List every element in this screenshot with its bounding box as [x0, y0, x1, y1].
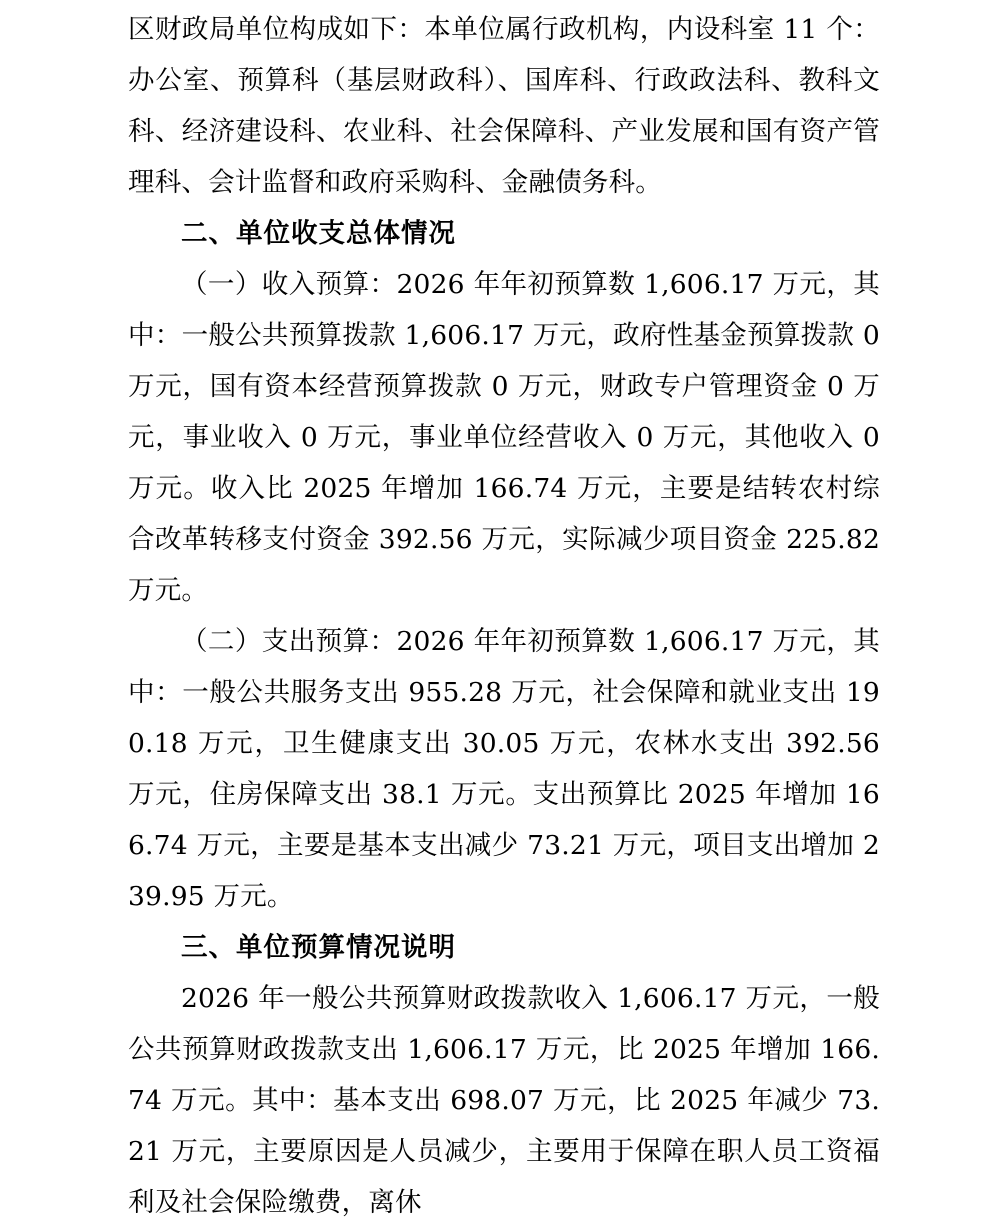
heading-section-three: 三、单位预算情况说明	[181, 932, 456, 963]
paragraph-budget-explanation: 2026 年一般公共预算财政拨款收入 1,606.17 万元，一般公共预算财政拨款支出 1,606.17 万元，比 2025 年增加 166.74 万元。其中：基本支出 698.07 万元，比 2025 年减少 73.21 万元，主要原因是人员减少，主要用于保障在职人员工资福利及社会保险缴费，离休	[128, 983, 880, 1218]
paragraph-expenditure-budget: （二）支出预算：2026 年年初预算数 1,606.17 万元，其中：一般公共服务支出 955.28 万元，社会保障和就业支出 190.18 万元，卫生健康支出 30.05 万元，农林水支出 392.56 万元，住房保障支出 38.1 万元。支出预算比 2025 年增加 166.74 万元，主要是基本支出减少 73.21 万元，项目支出增加 239.95 万元。	[128, 626, 880, 912]
paragraph-revenue-budget: （一）收入预算：2026 年年初预算数 1,606.17 万元，其中：一般公共预算拨款 1,606.17 万元，政府性基金预算拨款 0 万元，国有资本经营预算拨款 0 万元，财政专户管理资金 0 万元，事业收入 0 万元，事业单位经营收入 0 万元，其他收入 0 万元。收入比 2025 年增加 166.74 万元，主要是结转农村综合改革转移支付资金 392.56 万元，实际减少项目资金 225.82 万元。	[128, 269, 880, 606]
document-body	[128, 0, 880, 1228]
paragraph-unit-composition: 区财政局单位构成如下：本单位属行政机构，内设科室 11 个：办公室、预算科（基层财政科）、国库科、行政政法科、教科文科、经济建设科、农业科、社会保障科、产业发展和国有资产管理科、会计监督和政府采购科、金融债务科。	[128, 14, 880, 198]
heading-section-two: 二、单位收支总体情况	[181, 218, 456, 249]
